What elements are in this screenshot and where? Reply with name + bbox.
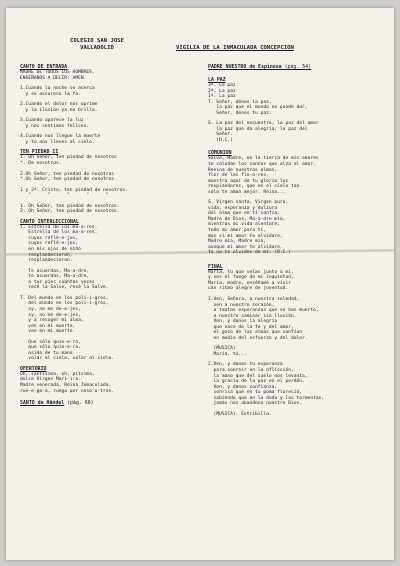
lyric-line: 2.Ven, y danos tu esperanza [208,362,283,368]
lyric-line: 1 y 2ª. Cristo, ten piedad de nosotros. [20,187,128,193]
lyric-line: 2. Oh Señor, ten piedad de nosotros. [20,209,120,215]
lyric-line: 1. Oh Señor, ten piedad de nosotros [20,155,117,161]
lyric-line: el gozo de las almas que confían [208,330,303,336]
padre-page-ref: (pág. 54) [281,64,312,70]
lyric-line: María, tú que velas junto a mí, [208,269,294,275]
lyric-line: Te acuerdas, Ma-a-dre, [20,268,90,274]
lyric-line: 2.Oh Señor, ten piedad de nosotros [20,171,115,177]
lyric-line: que sólo quie-e-ro, [20,345,81,351]
section-lines [20,70,204,145]
lyric-line: Salve, Madre, en la tierra de mis amores [208,156,319,162]
lyric-line: flor de las flo-o-res, [208,173,269,179]
lyric-line: (D.C.) [208,137,233,143]
lyric-line: en mis ojos de niño [20,247,81,253]
section-heading: TEN PIEDAD II [20,149,59,156]
lyric-line: 2.Cuando el dolor nos oprime [20,102,98,108]
lyric-line: recé la Salve, recé la Salve. [20,285,109,291]
school-city: VALLADOLID [80,45,114,51]
lyric-line: todo mi amor para tí, [208,228,267,234]
lyric-line: ENSEÑANOS A DECIR: AMEN [20,75,84,81]
lyric-line: y a recoger mi alma, [20,318,84,324]
section-lines [208,83,390,143]
section-comunion [208,150,390,255]
lyric-line: S. Virgen santa, Virgen pura, [208,200,289,206]
section-heading: COMUNION [208,150,232,157]
section-interleccional [20,219,204,362]
lyric-line: y nos sentimos felices. [20,123,90,129]
lyric-line: (MUSICA). Estribillo. [208,411,272,417]
section-lines [208,270,390,418]
lyric-line: (MUSICA) [208,346,236,352]
lyric-line: Señor, dénos tu paz. [208,110,272,116]
lyric-line: ven en mi muerte. [20,329,76,335]
lyric-line: 1ª. La paz [208,94,236,100]
lyric-line: sy, no me de-e-jes, [20,312,81,318]
padre-title: PADRE NUESTRO de Espinosa [208,64,282,70]
lyric-line: a nuestro caminar sin ilusión. [208,313,297,319]
lyric-line: sólo te aman mejor. Reina... [208,189,286,195]
lyric-line: T. Estrella de los ma-a-res. [20,224,98,230]
section-heading: CANTO DE ENTRADA [20,64,68,70]
lyric-line: 4.Cuando nos llegue la muerte [20,134,101,140]
lyric-line: resplandecieron, [20,252,73,258]
lyric-line: aunque mi amor te olvidare, [208,244,283,250]
lyric-line: a tantas esperanzas que se han muerto, [208,308,319,314]
section-heading: LA PAZ [208,77,226,83]
lyric-line: S. La paz del encuentro, la paz del amor [208,121,319,127]
lyric-line: resplandores, que en el cielo tan [208,184,300,190]
section-paz [208,77,390,143]
lyric-line: ven a nuestro corazón, [208,302,275,308]
document-title: VIGILIA DE LA INMACULADA CONCEPCION [176,45,294,51]
lyric-line: muestra aquí de tu gloria los [208,178,289,184]
section-heading [20,400,204,406]
section-final [208,264,390,418]
section-heading [208,64,390,70]
lyric-line: sy, no me de-e-jes, [20,306,81,312]
santo-page-ref: (pág. 66) [64,400,94,407]
section-heading: OFERTORIO [20,365,47,372]
lyric-line: Ven, y danos confianza, [208,384,278,390]
lyric-line: mas si mi amor te olvidare, [208,233,283,239]
lyric-line: te saludan los cantos que alza el amor. [208,162,316,168]
section-padre [208,64,390,70]
lyric-line: mientras mi vida alentare, [208,222,280,228]
lyric-line: 3.Cuando aparece la luz [20,118,84,124]
lyric-line: Madre venerada, Reina Inmaculada, [20,382,112,388]
lyric-line: tú no te olvides de mí. (D.C.) [208,250,291,256]
lyric-line: del mundo en los poli-i-gros, [20,301,109,307]
lyric-line: ven en mi muerte, [20,323,76,329]
lyric-line: la paz que da alegría, la paz del [208,126,308,132]
lyric-line: en medio del esfuerzo y del dolor. [208,335,308,341]
lyric-line: y ves el fuego de mi inquietud, [208,275,294,281]
lyric-line: Señor. [208,132,233,138]
school-name: COLEGIO SAN JOSE [70,38,124,44]
left-column [20,60,204,406]
lyric-line: María, madre, enséñame a vivir [208,280,291,286]
lyric-line: Reeina de nuestras almas, [208,167,278,173]
lyric-line: T. Del mundo en los poli-i-gros, [20,295,109,301]
lyric-line: Madre mía, Madre mía, [208,239,267,245]
lyric-line: con ritmo alegre de juventud. [208,286,289,292]
lyric-line: MADRE DE TODOS LOS HOMBRES, [20,70,95,75]
lyric-line: cuyos reflé-e-jos, [20,235,79,241]
section-santo [20,400,204,406]
lyric-line: la mano que del suelo nos levanta, [208,373,308,379]
school-header [52,38,142,52]
lyric-line: para sonreír en la aflicción, [208,367,294,373]
lyric-line: *.Oh Señor, ten piedad de nosotros [20,177,115,183]
lyric-line: 3ª. La paz [208,83,236,88]
lyric-line: Oh, santísima, oh, pitsima, [20,371,95,377]
lyric-line: " " " " " [20,193,109,199]
lyric-line: dulce Virgen Marí-i-a. [20,377,81,383]
lyric-line: asido de tu mano [20,350,73,356]
section-lines [208,156,390,255]
section-heading: FINAL [208,263,223,270]
section-entrada [20,64,204,145]
lyric-line: la gracia de la paz en el perdón. [208,379,305,385]
lyric-line: resplandecieron. [20,258,73,264]
lyric-line: Que sólo quie-e-ro, [20,339,81,345]
lyric-line: te acuerdas, Ma-a-dre, [20,274,90,280]
lyric-line: que nace de la fe y del amor, [208,324,294,330]
lyric-line: 1.Cuando la noche se acerca [20,86,95,92]
right-column [208,60,390,417]
lyric-line: 1.Ven, Señora, a nuestra soledad, [208,296,300,302]
song-sheet [6,8,394,560]
lyric-line: y tú nos lleves al cielo. [20,139,95,145]
lyric-line: T. Señor, dénos la paz, [208,99,272,105]
lyric-line: a tus pies cuántas veces [20,279,95,285]
section-piedad [20,149,204,214]
lyric-line: 2ª. La paz [208,88,236,94]
lyric-line: jamás nos abandona nuestro Dios. [208,401,303,407]
lyric-line: 1. Oh Señor, ten piedad de nosotros. [20,203,120,209]
section-lines [20,225,204,362]
lyric-line: volar al cielo, volar al cielo. [20,356,115,362]
lyric-line: cuyos reflé-e-jos, [20,241,79,247]
lyric-line: Estrella de los ma-a-res. [20,230,98,236]
lyric-line: vida, esperanza y dulzura [208,205,278,211]
section-lines [20,372,204,394]
lyric-line: sonrisa que en tu poma floreció, [208,390,303,396]
santo-title: SANTO de Händel [20,400,65,407]
lyric-line: Madre de Dios, Ma-a-dre mía, [208,216,286,222]
section-lines [20,155,204,214]
lyric-line: y la ilusión ya no brilla. [20,107,98,113]
lyric-line: del alma que en tí confía, [208,211,280,217]
lyric-line: Ven, y danos la alegría [208,319,278,325]
lyric-line: María, tú... [208,351,247,357]
lyric-line: *. De nosotros. [20,161,62,167]
lyric-line: rue-e-ga-a, ruega por noso-o-tros. [20,388,115,394]
section-ofertorio [20,366,204,394]
section-heading: CANTO INTERLECCIONAL [20,218,79,225]
lyric-line: y se oscurece la fe. [20,91,81,97]
lyric-line: sabiendo que en la duda y las tormentas, [208,395,325,401]
lyric-line: la paz que el mundo no puede dar, [208,105,308,111]
